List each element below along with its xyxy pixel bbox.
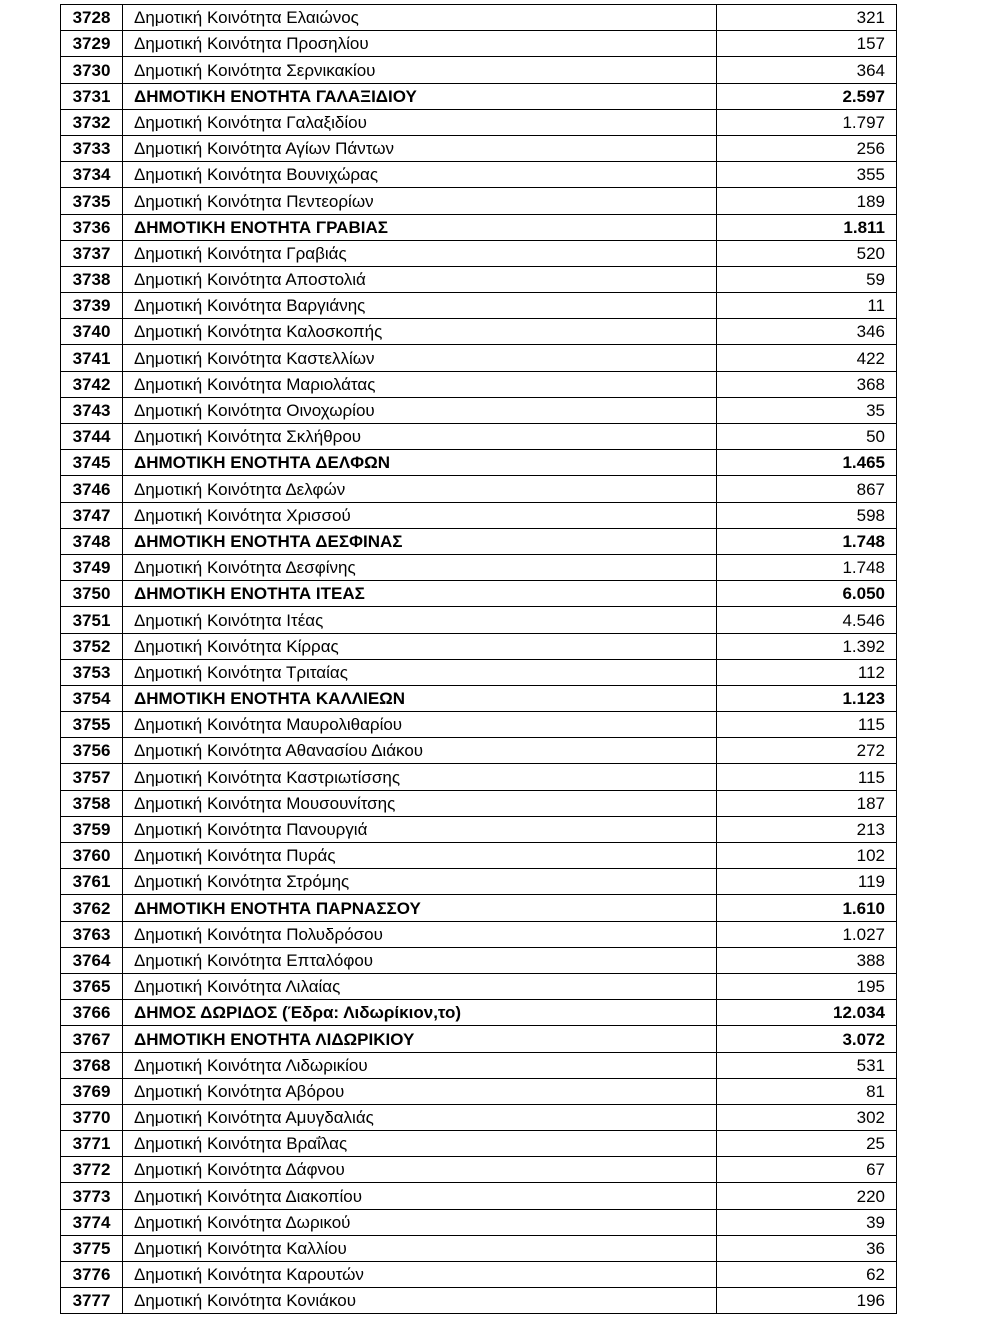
row-code-cell: 3770 xyxy=(61,1104,123,1130)
row-population-cell: 112 xyxy=(717,659,897,685)
row-name-cell: Δημοτική Κοινότητα Καστριωτίσσης xyxy=(123,764,717,790)
row-code-cell: 3764 xyxy=(61,947,123,973)
row-code-cell: 3747 xyxy=(61,502,123,528)
row-population-cell: 4.546 xyxy=(717,607,897,633)
row-population-cell: 368 xyxy=(717,371,897,397)
row-name-cell: Δημοτική Κοινότητα Βουνιχώρας xyxy=(123,162,717,188)
table-row xyxy=(61,764,897,790)
row-population-cell: 867 xyxy=(717,476,897,502)
table-row xyxy=(61,554,897,580)
row-code-cell: 3730 xyxy=(61,57,123,83)
row-population-cell: 39 xyxy=(717,1209,897,1235)
table-row xyxy=(61,1052,897,1078)
table-row-subtotal xyxy=(61,83,897,109)
row-population-cell: 213 xyxy=(717,816,897,842)
row-population-cell: 1.748 xyxy=(717,528,897,554)
row-code-cell: 3777 xyxy=(61,1288,123,1314)
row-name-cell: ΔΗΜΟΤΙΚΗ ΕΝΟΤΗΤΑ ΙΤΕΑΣ xyxy=(123,581,717,607)
table-row xyxy=(61,869,897,895)
row-code-cell: 3776 xyxy=(61,1262,123,1288)
row-code-cell: 3756 xyxy=(61,738,123,764)
table-row xyxy=(61,1183,897,1209)
table-row xyxy=(61,947,897,973)
row-name-cell: Δημοτική Κοινότητα Καστελλίων xyxy=(123,345,717,371)
row-population-cell: 422 xyxy=(717,345,897,371)
row-code-cell: 3749 xyxy=(61,554,123,580)
row-code-cell: 3732 xyxy=(61,109,123,135)
row-population-cell: 388 xyxy=(717,947,897,973)
table-row xyxy=(61,109,897,135)
population-table xyxy=(60,4,897,1314)
row-population-cell: 195 xyxy=(717,973,897,999)
table-row xyxy=(61,1157,897,1183)
row-name-cell: Δημοτική Κοινότητα Αγίων Πάντων xyxy=(123,135,717,161)
row-name-cell: ΔΗΜΟΤΙΚΗ ΕΝΟΤΗΤΑ ΔΕΛΦΩΝ xyxy=(123,450,717,476)
row-code-cell: 3752 xyxy=(61,633,123,659)
row-name-cell: Δημοτική Κοινότητα Καρουτών xyxy=(123,1262,717,1288)
table-row xyxy=(61,1288,897,1314)
table-row-subtotal xyxy=(61,214,897,240)
row-name-cell: Δημοτική Κοινότητα Κίρρας xyxy=(123,633,717,659)
row-name-cell: Δημοτική Κοινότητα Πεντεορίων xyxy=(123,188,717,214)
row-name-cell: Δημοτική Κοινότητα Καλλίου xyxy=(123,1235,717,1261)
table-row xyxy=(61,371,897,397)
table-row xyxy=(61,345,897,371)
row-code-cell: 3769 xyxy=(61,1078,123,1104)
table-row xyxy=(61,1131,897,1157)
row-population-cell: 1.465 xyxy=(717,450,897,476)
row-code-cell: 3748 xyxy=(61,528,123,554)
table-row xyxy=(61,293,897,319)
table-row xyxy=(61,1104,897,1130)
row-population-cell: 1.811 xyxy=(717,214,897,240)
table-row-subtotal xyxy=(61,528,897,554)
row-code-cell: 3767 xyxy=(61,1026,123,1052)
row-code-cell: 3734 xyxy=(61,162,123,188)
row-name-cell: Δημοτική Κοινότητα Πανουργιά xyxy=(123,816,717,842)
row-code-cell: 3743 xyxy=(61,397,123,423)
row-name-cell: Δημοτική Κοινότητα Δελφών xyxy=(123,476,717,502)
row-name-cell: Δημοτική Κοινότητα Αποστολιά xyxy=(123,266,717,292)
row-population-cell: 115 xyxy=(717,712,897,738)
row-name-cell: Δημοτική Κοινότητα Πυράς xyxy=(123,843,717,869)
row-population-cell: 11 xyxy=(717,293,897,319)
row-population-cell: 346 xyxy=(717,319,897,345)
row-population-cell: 81 xyxy=(717,1078,897,1104)
row-name-cell: ΔΗΜΟΣ ΔΩΡΙΔΟΣ (Έδρα: Λιδωρίκιον,το) xyxy=(123,1000,717,1026)
row-population-cell: 6.050 xyxy=(717,581,897,607)
row-name-cell: Δημοτική Κοινότητα Δάφνου xyxy=(123,1157,717,1183)
row-code-cell: 3741 xyxy=(61,345,123,371)
row-name-cell: Δημοτική Κοινότητα Μαριολάτας xyxy=(123,371,717,397)
row-code-cell: 3766 xyxy=(61,1000,123,1026)
table-row xyxy=(61,162,897,188)
table-row xyxy=(61,502,897,528)
row-name-cell: Δημοτική Κοινότητα Λιλαίας xyxy=(123,973,717,999)
row-name-cell: Δημοτική Κοινότητα Καλοσκοπής xyxy=(123,319,717,345)
row-name-cell: Δημοτική Κοινότητα Διακοπίου xyxy=(123,1183,717,1209)
table-row xyxy=(61,1235,897,1261)
row-name-cell: Δημοτική Κοινότητα Στρόμης xyxy=(123,869,717,895)
row-name-cell: Δημοτική Κοινότητα Χρισσού xyxy=(123,502,717,528)
row-population-cell: 36 xyxy=(717,1235,897,1261)
row-name-cell: ΔΗΜΟΤΙΚΗ ΕΝΟΤΗΤΑ ΠΑΡΝΑΣΣΟΥ xyxy=(123,895,717,921)
table-row xyxy=(61,476,897,502)
row-code-cell: 3751 xyxy=(61,607,123,633)
row-code-cell: 3773 xyxy=(61,1183,123,1209)
table-row xyxy=(61,843,897,869)
row-code-cell: 3762 xyxy=(61,895,123,921)
row-name-cell: ΔΗΜΟΤΙΚΗ ΕΝΟΤΗΤΑ ΓΑΛΑΞΙΔΙΟΥ xyxy=(123,83,717,109)
table-row xyxy=(61,266,897,292)
table-body xyxy=(61,5,897,1314)
table-row xyxy=(61,607,897,633)
row-population-cell: 531 xyxy=(717,1052,897,1078)
row-name-cell: Δημοτική Κοινότητα Μουσουνίτσης xyxy=(123,790,717,816)
row-code-cell: 3771 xyxy=(61,1131,123,1157)
row-code-cell: 3742 xyxy=(61,371,123,397)
table-row xyxy=(61,633,897,659)
row-name-cell: ΔΗΜΟΤΙΚΗ ΕΝΟΤΗΤΑ ΛΙΔΩΡΙΚΙΟΥ xyxy=(123,1026,717,1052)
table-row xyxy=(61,1209,897,1235)
row-population-cell: 67 xyxy=(717,1157,897,1183)
row-population-cell: 520 xyxy=(717,240,897,266)
row-population-cell: 1.392 xyxy=(717,633,897,659)
row-population-cell: 302 xyxy=(717,1104,897,1130)
row-code-cell: 3757 xyxy=(61,764,123,790)
row-population-cell: 355 xyxy=(717,162,897,188)
table-row xyxy=(61,659,897,685)
row-code-cell: 3765 xyxy=(61,973,123,999)
row-population-cell: 50 xyxy=(717,424,897,450)
row-population-cell: 196 xyxy=(717,1288,897,1314)
row-population-cell: 256 xyxy=(717,135,897,161)
row-code-cell: 3755 xyxy=(61,712,123,738)
row-name-cell: Δημοτική Κοινότητα Κονιάκου xyxy=(123,1288,717,1314)
row-population-cell: 12.034 xyxy=(717,1000,897,1026)
row-population-cell: 2.597 xyxy=(717,83,897,109)
row-code-cell: 3759 xyxy=(61,816,123,842)
row-population-cell: 62 xyxy=(717,1262,897,1288)
row-name-cell: Δημοτική Κοινότητα Βαργιάνης xyxy=(123,293,717,319)
row-name-cell: Δημοτική Κοινότητα Αθανασίου Διάκου xyxy=(123,738,717,764)
row-population-cell: 187 xyxy=(717,790,897,816)
table-row-subtotal xyxy=(61,1026,897,1052)
row-name-cell: Δημοτική Κοινότητα Προσηλίου xyxy=(123,31,717,57)
table-row xyxy=(61,31,897,57)
row-code-cell: 3729 xyxy=(61,31,123,57)
table-row xyxy=(61,240,897,266)
row-name-cell: Δημοτική Κοινότητα Αβόρου xyxy=(123,1078,717,1104)
row-code-cell: 3750 xyxy=(61,581,123,607)
row-name-cell: ΔΗΜΟΤΙΚΗ ΕΝΟΤΗΤΑ ΔΕΣΦΙΝΑΣ xyxy=(123,528,717,554)
row-name-cell: ΔΗΜΟΤΙΚΗ ΕΝΟΤΗΤΑ ΚΑΛΛΙΕΩΝ xyxy=(123,685,717,711)
row-population-cell: 1.123 xyxy=(717,685,897,711)
row-population-cell: 1.748 xyxy=(717,554,897,580)
table-row xyxy=(61,790,897,816)
row-population-cell: 25 xyxy=(717,1131,897,1157)
table-row xyxy=(61,397,897,423)
row-code-cell: 3735 xyxy=(61,188,123,214)
table-row-subtotal xyxy=(61,581,897,607)
row-name-cell: Δημοτική Κοινότητα Ελαιώνος xyxy=(123,5,717,31)
row-code-cell: 3737 xyxy=(61,240,123,266)
table-row xyxy=(61,973,897,999)
table-row xyxy=(61,188,897,214)
row-name-cell: Δημοτική Κοινότητα Σερνικακίου xyxy=(123,57,717,83)
row-name-cell: Δημοτική Κοινότητα Μαυρολιθαρίου xyxy=(123,712,717,738)
row-code-cell: 3758 xyxy=(61,790,123,816)
table-row xyxy=(61,319,897,345)
row-code-cell: 3736 xyxy=(61,214,123,240)
row-code-cell: 3775 xyxy=(61,1235,123,1261)
row-code-cell: 3746 xyxy=(61,476,123,502)
row-name-cell: ΔΗΜΟΤΙΚΗ ΕΝΟΤΗΤΑ ΓΡΑΒΙΑΣ xyxy=(123,214,717,240)
table-row xyxy=(61,1078,897,1104)
row-name-cell: Δημοτική Κοινότητα Δεσφίνης xyxy=(123,554,717,580)
row-code-cell: 3733 xyxy=(61,135,123,161)
row-population-cell: 598 xyxy=(717,502,897,528)
row-code-cell: 3738 xyxy=(61,266,123,292)
table-row xyxy=(61,816,897,842)
row-population-cell: 115 xyxy=(717,764,897,790)
row-code-cell: 3728 xyxy=(61,5,123,31)
table-row xyxy=(61,57,897,83)
row-population-cell: 119 xyxy=(717,869,897,895)
row-code-cell: 3744 xyxy=(61,424,123,450)
row-code-cell: 3740 xyxy=(61,319,123,345)
table-row xyxy=(61,424,897,450)
row-population-cell: 1.027 xyxy=(717,921,897,947)
table-row xyxy=(61,738,897,764)
row-code-cell: 3774 xyxy=(61,1209,123,1235)
row-name-cell: Δημοτική Κοινότητα Λιδωρικίου xyxy=(123,1052,717,1078)
table-row xyxy=(61,921,897,947)
row-population-cell: 1.610 xyxy=(717,895,897,921)
row-code-cell: 3761 xyxy=(61,869,123,895)
table-row xyxy=(61,1262,897,1288)
row-code-cell: 3760 xyxy=(61,843,123,869)
row-code-cell: 3745 xyxy=(61,450,123,476)
row-code-cell: 3768 xyxy=(61,1052,123,1078)
table-row xyxy=(61,712,897,738)
row-name-cell: Δημοτική Κοινότητα Πολυδρόσου xyxy=(123,921,717,947)
row-population-cell: 321 xyxy=(717,5,897,31)
row-population-cell: 157 xyxy=(717,31,897,57)
row-name-cell: Δημοτική Κοινότητα Ιτέας xyxy=(123,607,717,633)
row-name-cell: Δημοτική Κοινότητα Σκλήθρου xyxy=(123,424,717,450)
row-name-cell: Δημοτική Κοινότητα Τριταίας xyxy=(123,659,717,685)
table-row xyxy=(61,5,897,31)
row-code-cell: 3772 xyxy=(61,1157,123,1183)
row-name-cell: Δημοτική Κοινότητα Αμυγδαλιάς xyxy=(123,1104,717,1130)
row-code-cell: 3754 xyxy=(61,685,123,711)
row-population-cell: 220 xyxy=(717,1183,897,1209)
row-name-cell: Δημοτική Κοινότητα Επταλόφου xyxy=(123,947,717,973)
row-name-cell: Δημοτική Κοινότητα Γραβιάς xyxy=(123,240,717,266)
row-population-cell: 1.797 xyxy=(717,109,897,135)
row-population-cell: 364 xyxy=(717,57,897,83)
row-code-cell: 3731 xyxy=(61,83,123,109)
row-population-cell: 272 xyxy=(717,738,897,764)
row-population-cell: 3.072 xyxy=(717,1026,897,1052)
row-name-cell: Δημοτική Κοινότητα Γαλαξιδίου xyxy=(123,109,717,135)
row-name-cell: Δημοτική Κοινότητα Δωρικού xyxy=(123,1209,717,1235)
table-row xyxy=(61,135,897,161)
row-code-cell: 3763 xyxy=(61,921,123,947)
row-code-cell: 3739 xyxy=(61,293,123,319)
table-row-subtotal xyxy=(61,450,897,476)
row-population-cell: 189 xyxy=(717,188,897,214)
table-row-subtotal xyxy=(61,1000,897,1026)
row-name-cell: Δημοτική Κοινότητα Οινοχωρίου xyxy=(123,397,717,423)
row-population-cell: 102 xyxy=(717,843,897,869)
row-population-cell: 35 xyxy=(717,397,897,423)
table-row-subtotal xyxy=(61,895,897,921)
row-name-cell: Δημοτική Κοινότητα Βραΐλας xyxy=(123,1131,717,1157)
row-population-cell: 59 xyxy=(717,266,897,292)
table-row-subtotal xyxy=(61,685,897,711)
row-code-cell: 3753 xyxy=(61,659,123,685)
